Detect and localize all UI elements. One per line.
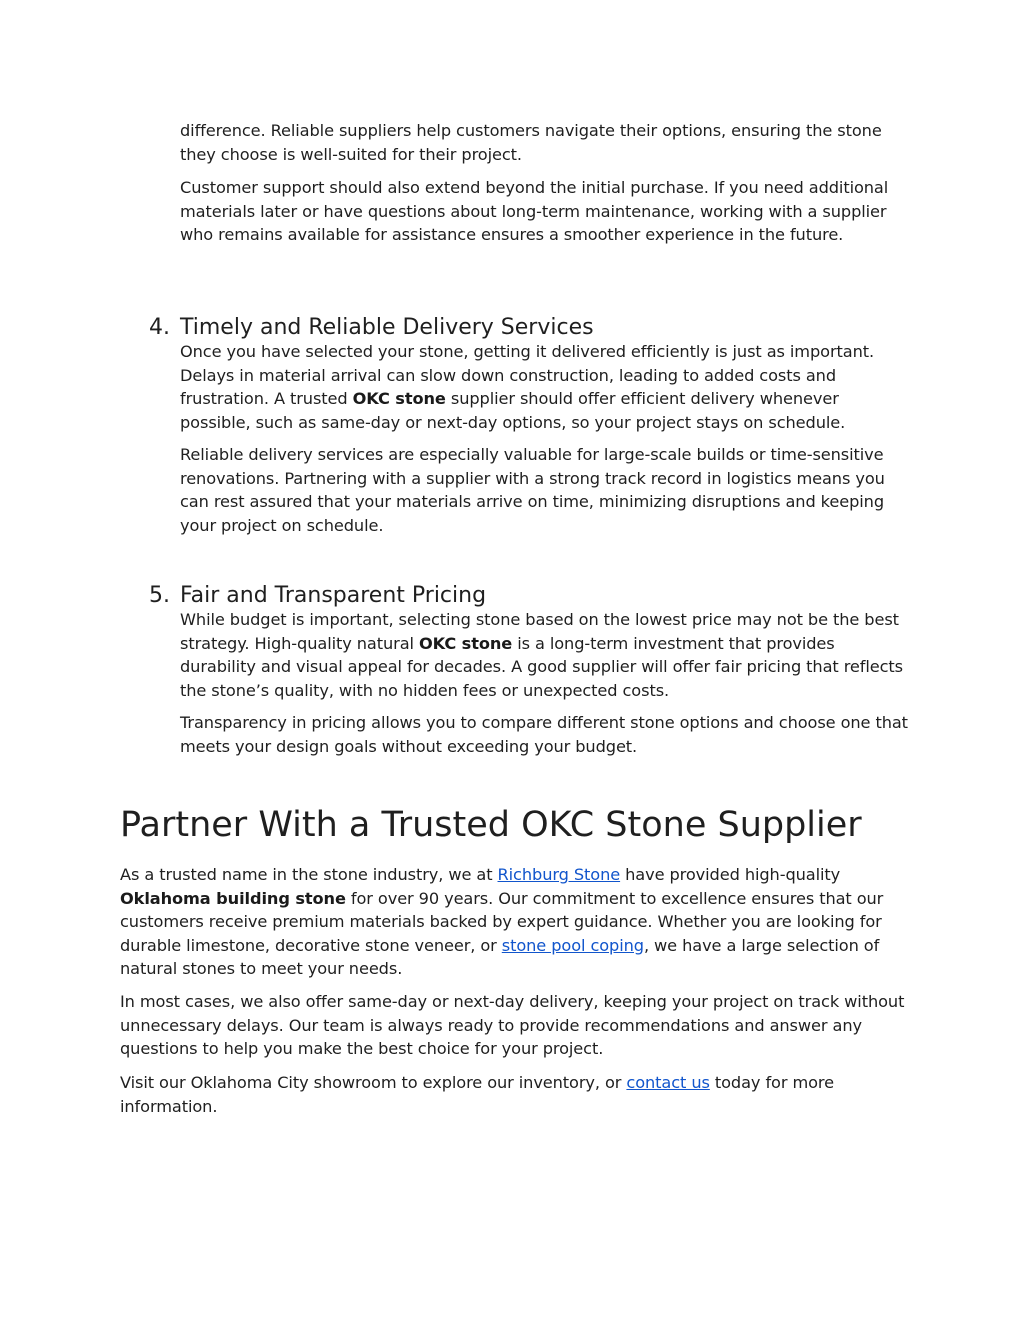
- text-run: today for more information.: [120, 1073, 834, 1116]
- list-item-title: Timely and Reliable Delivery Services: [180, 315, 594, 340]
- text-run: supplier should offer efficient delivery whenever possible, such as same-day or next-day options, so your project stays on schedule.: [180, 389, 846, 432]
- section-heading: Partner With a Trusted OKC Stone Supplier: [120, 805, 862, 845]
- stone-pool-coping-link[interactable]: stone pool coping: [501, 935, 644, 955]
- text-run: , we have a large selection of natural stones to meet your needs.: [120, 935, 880, 978]
- list-item-number: 4.: [149, 315, 170, 340]
- list-item-title: Fair and Transparent Pricing: [180, 583, 487, 608]
- text-run: for over 90 years. Our commitment to excellence ensures that our customers receive premium materials backed by expert guidance. Whether you are looking for durable limestone, decorative stone veneer, or: [120, 888, 884, 955]
- richburg-stone-link[interactable]: Richburg Stone: [497, 865, 621, 884]
- section-paragraph-2: In most cases, we also offer same-day or next-day delivery, keeping your project on track without unnecessary delays. Our team is always ready to provide recommendations and answer any questions to help you make the best choice for your project.: [120, 992, 905, 1058]
- text-run: is a long-term investment that provides durability and visual appeal for decades. A good supplier will offer fair pricing that reflects the stone’s quality, with no hidden fees or unexpected costs.: [180, 633, 903, 700]
- section-paragraph-3: [120, 1071, 910, 1118]
- intro-paragraph-1: difference. Reliable suppliers help customers navigate their options, ensuring the stone they choose is well-suited for their project.: [180, 121, 882, 164]
- intro-paragraph-2: Customer support should also extend beyond the initial purchase. If you need additional materials later or have questions about long-term maintenance, working with a supplier who remains available for assistance ensures a smoother experience in the future.: [180, 178, 889, 244]
- text-run: Visit our Oklahoma City showroom to explore our inventory, or: [120, 1073, 627, 1092]
- list-item-number: 5.: [149, 583, 170, 608]
- item-4-paragraph-1: [180, 340, 910, 434]
- text-run: As a trusted name in the stone industry, we at: [120, 865, 498, 884]
- item-5-paragraph-1: [180, 608, 910, 702]
- bold-keyword: OKC stone: [352, 389, 446, 408]
- item-5-paragraph-2: Transparency in pricing allows you to compare different stone options and choose one that meets your design goals without exceeding your budget.: [180, 713, 908, 756]
- item-4-paragraph-2: Reliable delivery services are especially valuable for large-scale builds or time-sensitive renovations. Partnering with a supplier with a strong track record in logistics means you can rest assured that your materials arrive on time, minimizing disruptions and keeping your project on schedule.: [180, 445, 885, 535]
- bold-keyword: Oklahoma building stone: [120, 888, 346, 908]
- text-run: Once you have selected your stone, getting it delivered efficiently is just as important. Delays in material arrival can slow down construction, leading to added costs and frustration. A trusted: [180, 342, 875, 408]
- text-run: have provided high-quality: [620, 865, 841, 884]
- contact-us-link[interactable]: contact us: [626, 1073, 710, 1092]
- bold-keyword: OKC stone: [418, 633, 513, 653]
- text-run: While budget is important, selecting stone based on the lowest price may not be the best strategy. High-quality natural: [180, 610, 899, 653]
- section-paragraph-1: [120, 863, 910, 981]
